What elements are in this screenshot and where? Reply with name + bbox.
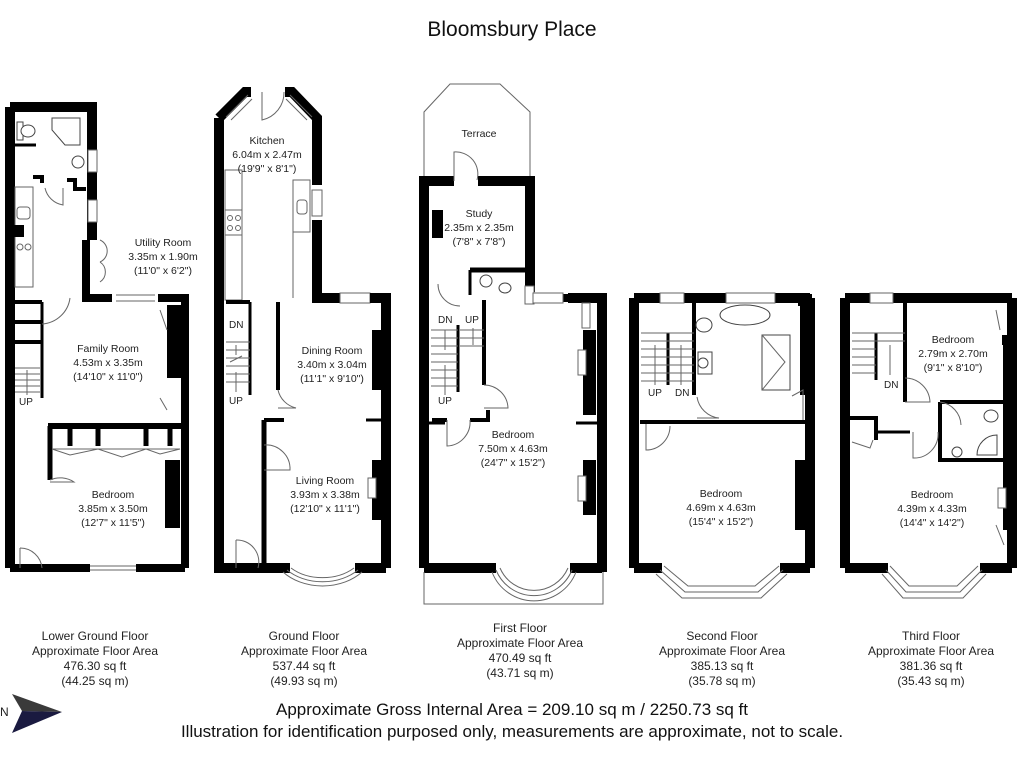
stair-label-up: UP xyxy=(438,396,452,407)
room-label-bedroom: Bedroom 4.69m x 4.63m (15'4" x 15'2") xyxy=(686,488,756,528)
floor-caption-ground: Ground Floor Approximate Floor Area 537.44 sq ft (49.93 sq m) xyxy=(240,629,368,688)
room-label-bedroom-large: Bedroom 4.39m x 4.33m (14'4" x 14'2") xyxy=(897,489,967,529)
room-label-dining-room: Dining Room 3.40m x 3.04m (11'1" x 9'10") xyxy=(297,345,367,385)
room-label-utility-room: Utility Room 3.35m x 1.90m (11'0" x 6'2") xyxy=(128,237,198,277)
stair-label-up: UP xyxy=(229,396,243,407)
room-label-kitchen: Kitchen 6.04m x 2.47m (19'9" x 8'1") xyxy=(232,135,302,175)
stair-label-up: UP xyxy=(19,397,33,408)
room-label-bedroom: Bedroom 3.85m x 3.50m (12'7" x 11'5") xyxy=(78,489,148,529)
plan-title: Bloomsbury Place xyxy=(427,18,597,41)
room-label-bedroom: Bedroom 7.50m x 4.63m (24'7" x 15'2") xyxy=(478,429,548,469)
room-label-bedroom-small: Bedroom 2.79m x 2.70m (9'1" x 8'10") xyxy=(918,334,988,374)
floor-caption-second: Second Floor Approximate Floor Area 385.13 sq ft (35.78 sq m) xyxy=(658,629,786,688)
second-floor-plan xyxy=(634,293,810,598)
room-label-living-room: Living Room 3.93m x 3.38m (12'10" x 11'1") xyxy=(290,475,360,515)
room-label-study: Study 2.35m x 2.35m (7'8" x 7'8") xyxy=(444,208,514,248)
gross-internal-area: Approximate Gross Internal Area = 209.10 sq m / 2250.73 sq ft xyxy=(275,700,748,719)
disclaimer: Illustration for identification purposed only, measurements are approximate, not to scale. xyxy=(180,722,844,741)
room-label-family-room: Family Room 4.53m x 3.35m (14'10" x 11'0") xyxy=(73,343,143,383)
stair-label-dn: DN xyxy=(229,320,244,331)
floor-caption-lower-ground: Lower Ground Floor Approximate Floor Area 476.30 sq ft (44.25 sq m) xyxy=(31,629,159,688)
stair-label-dn: DN xyxy=(438,315,453,326)
stair-label-dn: DN xyxy=(675,388,690,399)
stair-label-up: UP xyxy=(648,388,662,399)
first-floor-plan xyxy=(424,84,603,604)
room-label-terrace: Terrace xyxy=(461,128,497,140)
floor-caption-third: Third Floor Approximate Floor Area 381.36 sq ft (35.43 sq m) xyxy=(867,629,995,688)
floor-caption-first: First Floor Approximate Floor Area 470.49 sq ft (43.71 sq m) xyxy=(456,621,584,680)
stair-label-up: UP xyxy=(465,315,479,326)
compass-north-label: N xyxy=(0,705,9,719)
stair-label-dn: DN xyxy=(884,380,899,391)
